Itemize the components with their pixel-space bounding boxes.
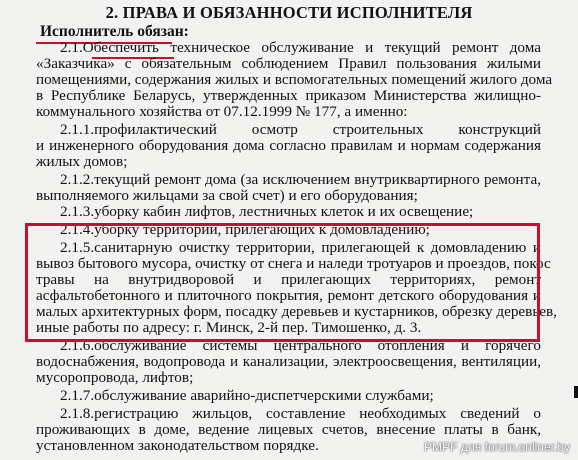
body-line: помещениями, содержания жилых и вспомогательных помещений жилого дома [36, 71, 553, 88]
body-line: 2.1.3.уборку кабин лифтов, лестничных клеток и их освещение; [60, 203, 474, 220]
body-line: 2.1.2.текущий ремонт дома (за исключением внутриквартирного ремонта, [60, 171, 541, 188]
body-line: водоснабжения, водопровода и канализации, электроосвещения, вентиляции, [36, 353, 541, 370]
body-line: мусоропровода, лифтов; [36, 369, 194, 386]
edge-mark [574, 386, 578, 398]
body-line: проживающих в доме, ведение лицевых счетов, внесение платы в банк, [36, 421, 541, 438]
body-line: 2.1.Обеспечить техническое обслуживание и текущий ремонт дома [60, 39, 541, 56]
body-line: выполняемого жильцами за свой счет) и его оборудования; [36, 187, 418, 204]
body-line: 2.1.8.регистрацию жильцов, составление необходимых сведений о [60, 405, 541, 422]
body-line: в Республике Беларусь, утвержденных приказом Министерства жилищно- [36, 87, 541, 104]
body-line: 2.1.4.уборку территорий, прилегающих к домовладению; [60, 221, 430, 238]
watermark: PMPF для forum.onliner.by [424, 440, 570, 454]
subheading: Исполнитель обязан: [40, 23, 189, 40]
body-line: жилых домов; [36, 153, 128, 170]
body-line: иные работы по адресу: г. Минск, 2-й пер. Тимошенко, д. 3. [36, 319, 422, 336]
section-title: 2. ПРАВА И ОБЯЗАННОСТИ ИСПОЛНИТЕЛЯ [105, 3, 473, 22]
body-line: 2.1.6.обслуживание системы центрального отопления и горячего [60, 337, 541, 354]
body-line: вывоз бытового мусора, очистку от снега и наледи тротуаров и проездов, покос [36, 255, 551, 272]
body-line: 2.1.1.профилактический осмотр строительных конструкций [60, 121, 541, 138]
body-line: установленном законодательством порядке. [36, 437, 319, 454]
body-line: малых архитектурных форм, посадку деревьев и кустарников, обрезку деревьев, [36, 303, 557, 320]
highlight-frame [25, 223, 557, 342]
body-line: 2.1.5.санитарную очистку территории, прилегающей к домовладению и [60, 239, 541, 256]
body-line: 2.1.7.обслуживание аварийно-диспетчерскими службами; [60, 387, 434, 404]
body-line: асфальтобетонного и плиточного покрытия, ремонт детского оборудования и [36, 287, 541, 304]
body-line: «Заказчика» с обязательным соблюдением Правил пользования жилыми [36, 55, 541, 72]
body-line: коммунального хозяйства от 07.12.1999 № 177, а именно: [36, 103, 408, 120]
body-line: травы на внутридворовой и прилегающих территориях, ремонт [36, 271, 541, 288]
body-line: и инженерного оборудования дома согласно правилам и нормам содержания [36, 137, 541, 154]
